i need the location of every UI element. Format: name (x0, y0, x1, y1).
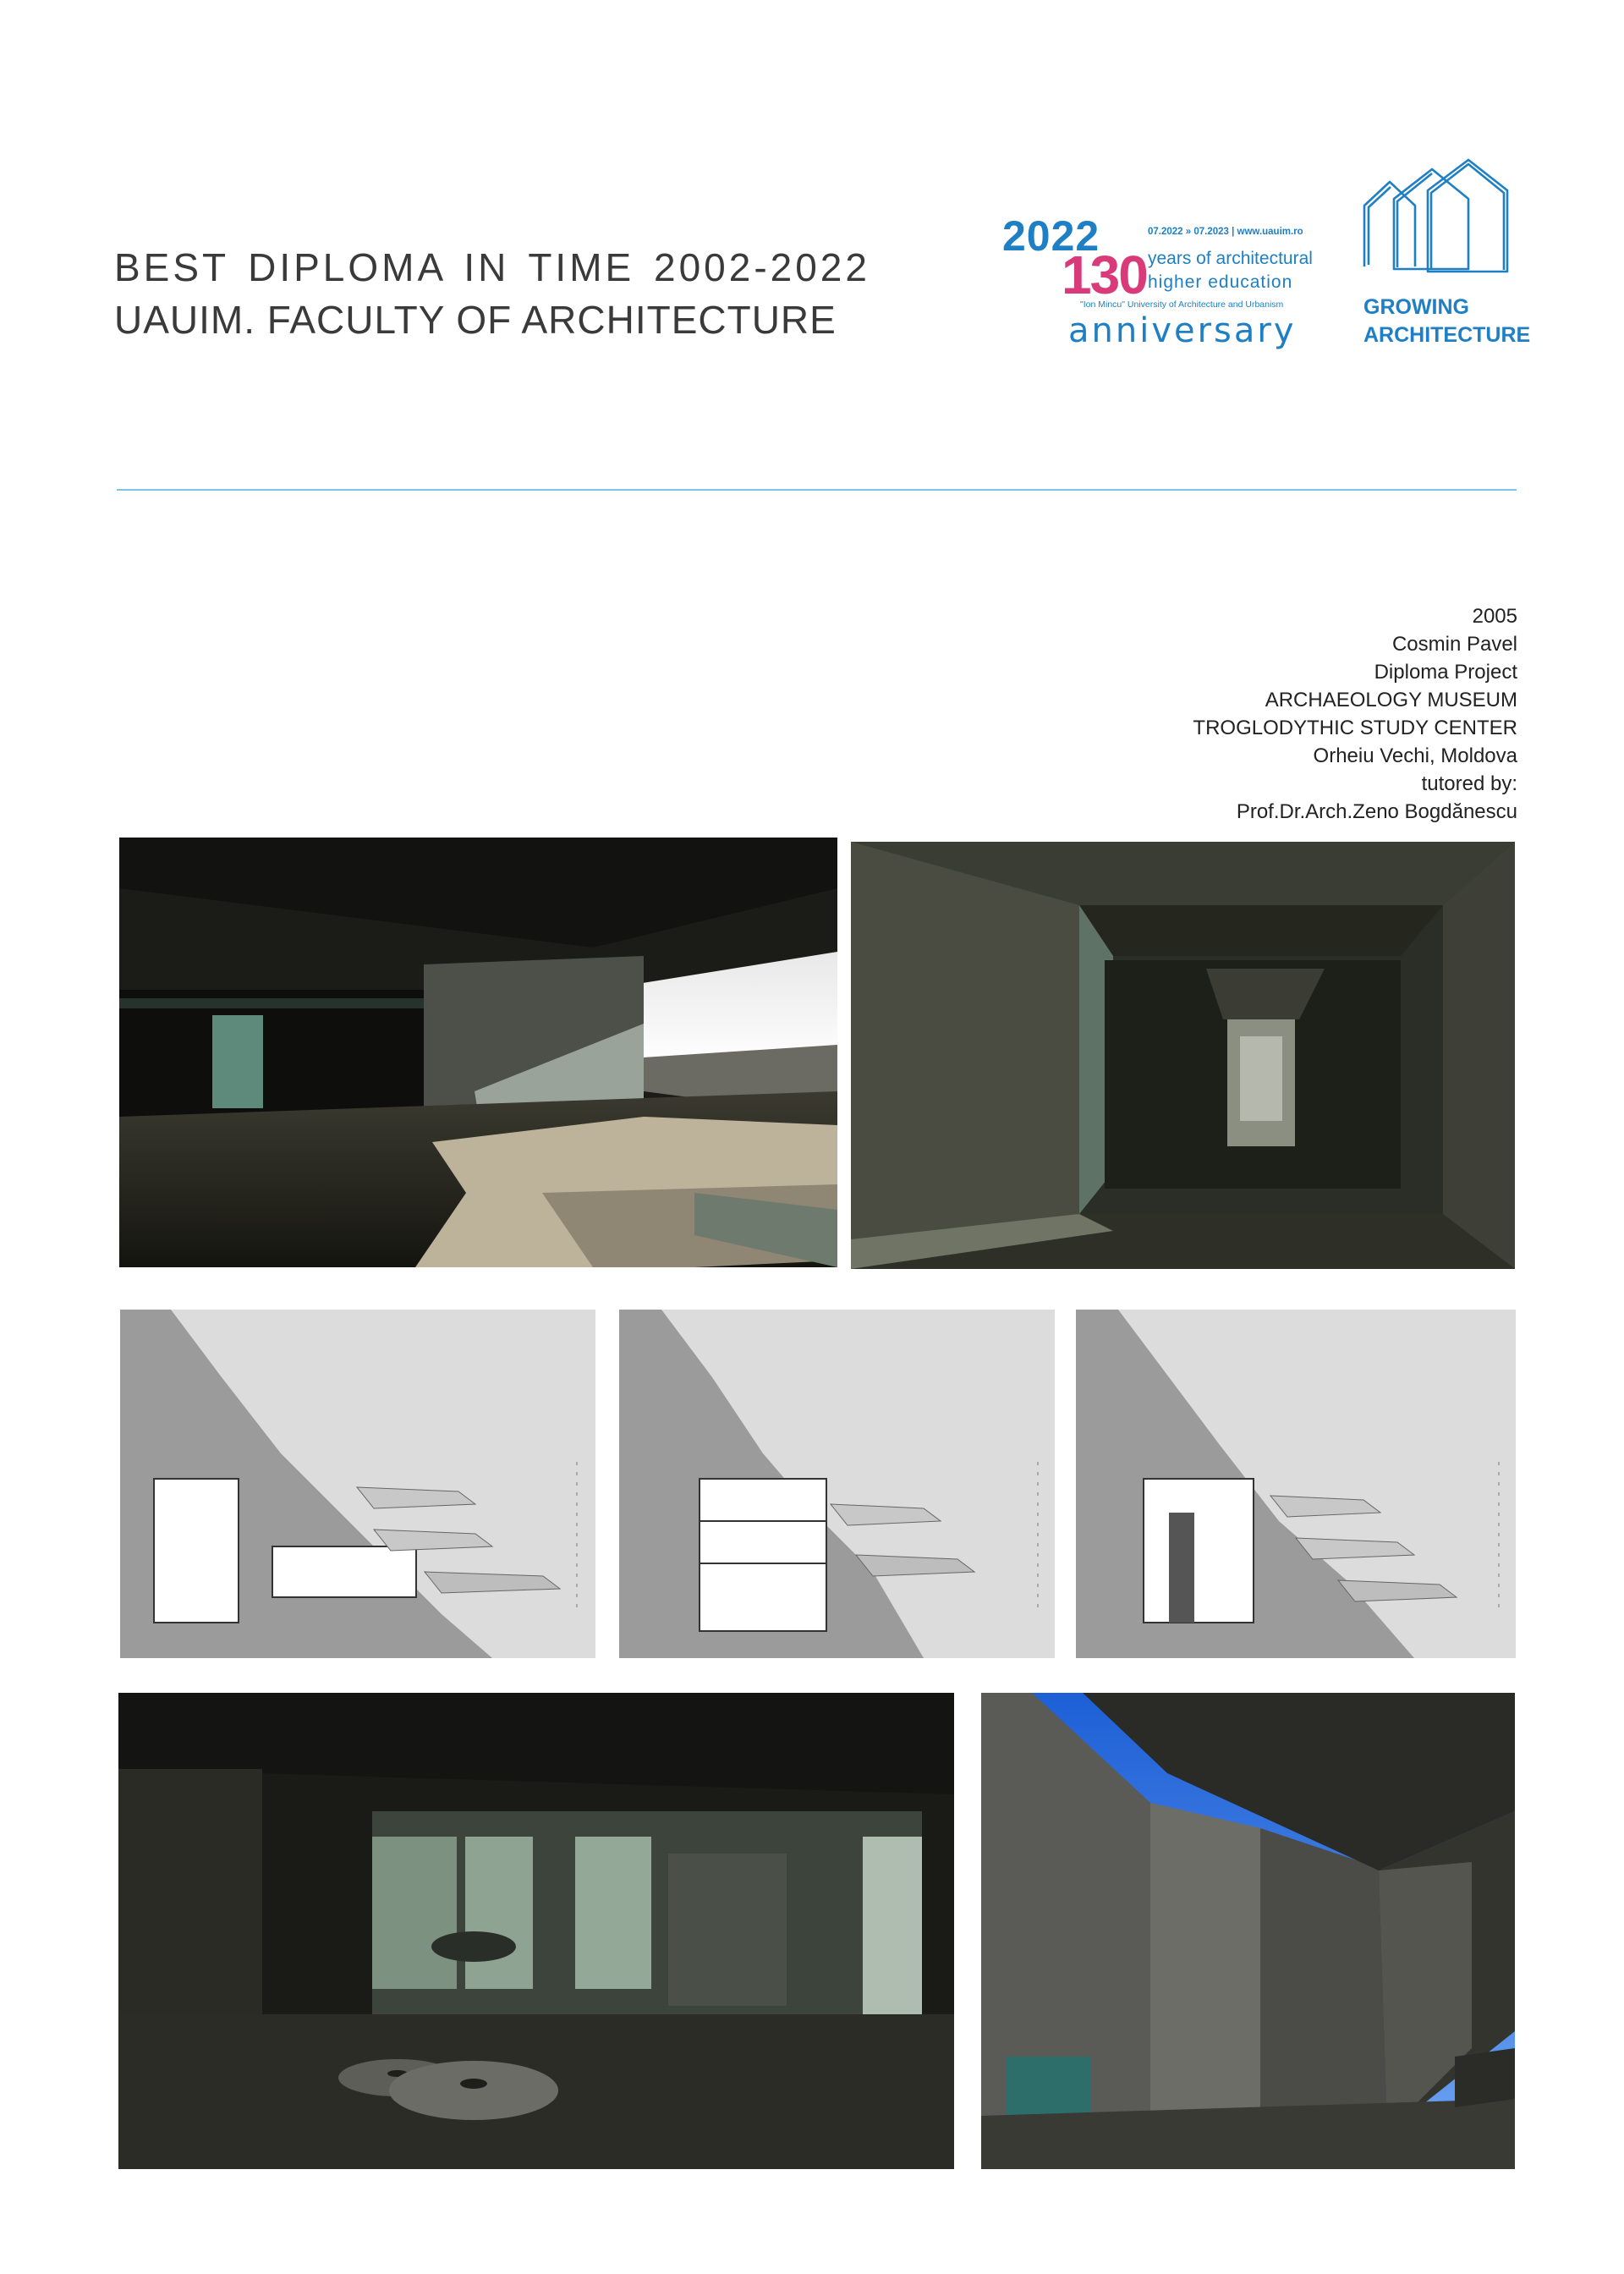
section-drawing-1-image (120, 1310, 595, 1658)
title-line-2: UAUIM. FACULTY OF ARCHITECTURE (114, 298, 837, 342)
section-drawing-3-image (1076, 1310, 1516, 1658)
title-line-1: BEST DIPLOMA IN TIME 2002-2022 (114, 245, 870, 289)
section-drawing-3 (1076, 1310, 1516, 1658)
anniversary-year: 2022 (1002, 212, 1100, 260)
project-location: Orheiu Vechi, Moldova (1313, 744, 1517, 767)
anniversary-line-1: years of architectural (1148, 249, 1313, 268)
tutored-label: tutored by: (1421, 772, 1517, 795)
anniversary-line-2: higher education (1148, 272, 1293, 292)
project-title-2: TROGLODYTHIC STUDY CENTER (1193, 717, 1517, 739)
render-exterior-sky (981, 1693, 1515, 2169)
tutor-name: Prof.Dr.Arch.Zeno Bogdănescu (1236, 800, 1517, 823)
render-interior-hall-image (118, 1693, 954, 2169)
project-type: Diploma Project (1374, 661, 1517, 684)
render-interior-hall (118, 1693, 954, 2169)
growing-text (1363, 294, 1530, 349)
anniversary-dates: 07.2022 » 07.2023 | www.uauim.ro (1148, 227, 1303, 237)
growing-line-1: GROWING (1363, 295, 1469, 319)
render-corridor-image (851, 842, 1515, 1269)
project-year: 2005 (1472, 605, 1517, 628)
render-exterior-sky-image (981, 1693, 1515, 2169)
project-title-1: ARCHAEOLOGY MUSEUM (1265, 689, 1517, 711)
anniversary-logo (1002, 211, 1341, 355)
anniversary-word: anniversary (1068, 311, 1297, 350)
render-interior-terrace (119, 838, 837, 1267)
anniversary-number: 130 (1062, 244, 1147, 305)
growing-line-2: ARCHITECTURE (1363, 323, 1531, 347)
header-divider (117, 489, 1517, 491)
house-outline-icon (1360, 157, 1529, 275)
anniversary-university: "Ion Mincu" University of Architecture and Urbanism (1080, 299, 1284, 310)
section-drawing-2 (619, 1310, 1055, 1658)
render-corridor (851, 842, 1515, 1269)
growing-architecture-logo (1360, 157, 1529, 355)
render-interior-terrace-image (119, 838, 837, 1267)
section-drawing-2-image (619, 1310, 1055, 1658)
section-drawing-1 (120, 1310, 595, 1658)
project-info (925, 602, 1517, 826)
project-author: Cosmin Pavel (1391, 633, 1517, 656)
poster-title (114, 241, 875, 346)
